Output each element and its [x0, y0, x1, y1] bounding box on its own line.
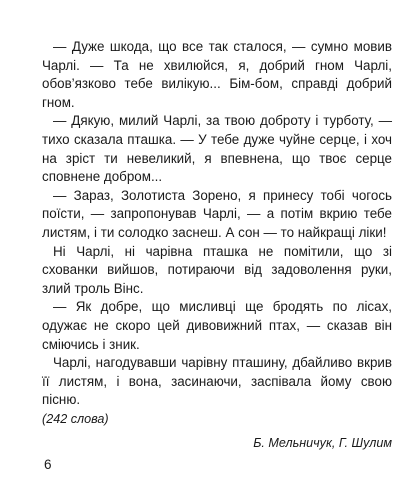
paragraph: Чарлі, нагодувавши чарівну пташину, дбайливо вкрив її листям, і вона, засинаючи, заспівала йому свою пісню.	[42, 355, 392, 408]
paragraph: — Як добре, що мисливці ще бродять по лісах, одужає не скоро цей дивовижний птах, — сказав він сміючись і зник.	[42, 299, 392, 352]
paragraph: — Дуже шкода, що все так сталося, — сумно мовив Чарлі. — Та не хвилюйся, я, добрий гном Чарлі, обов’язково тебе вилікую... Бім-бом, справді добрий гном.	[42, 39, 392, 110]
page-number: 6	[44, 457, 52, 472]
author-attribution: Б. Мельничук, Г. Шулим	[253, 436, 392, 451]
story-text	[42, 38, 392, 453]
word-count: (242 слова)	[42, 411, 109, 426]
paragraph: — Дякую, милий Чарлі, за твою доброту і турботу, — тихо сказала пташка. — У тебе дуже чуйне серце, і хоч на зріст ти невеликий, я впевнена, що твоє серце сповнене добром...	[42, 113, 392, 185]
paragraph: Ні Чарлі, ні чарівна пташка не помітили, що зі схованки вийшов, потираючи від задоволення руки, злий троль Вінс.	[42, 243, 392, 296]
paragraph: — Зараз, Золотиста Зорено, я принесу тобі чогось поїсти, — запропонував Чарлі, — а потім вкрию тебе листям, і ти солодко заснеш. А сон — то найкращі ліки!	[42, 187, 392, 240]
